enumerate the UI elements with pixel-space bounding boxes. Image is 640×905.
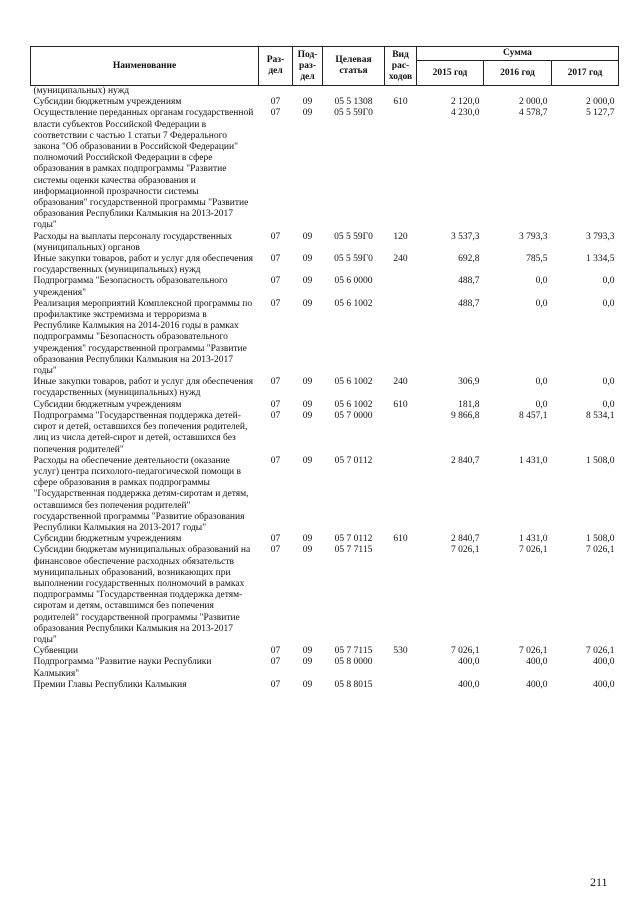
row-sum-2017: 8 534,1	[586, 410, 615, 421]
row-sum-2016: 0,0	[535, 399, 548, 410]
row-name: Иные закупки товаров, работ и услуг для обеспечения государственных (муниципальных) нужд	[33, 254, 254, 276]
row-podrazdel: 09	[302, 534, 313, 545]
page-number: 211	[590, 875, 608, 889]
row-sum-2017: 1 508,0	[586, 455, 615, 466]
row-vid	[385, 456, 417, 534]
header-name: Наименование	[31, 47, 259, 86]
row-razdel: 07	[270, 108, 281, 119]
row-sum-2015: 7 026,1	[451, 545, 480, 556]
row-sum-2015: 400,0	[458, 679, 480, 690]
row-name: Субсидии бюджетным учреждениям	[33, 534, 182, 545]
row-vid: 240	[393, 377, 408, 388]
row-sum-2016: 3 793,3	[519, 231, 548, 242]
row-name: Субсидии бюджетным учреждениям	[33, 97, 182, 108]
row-razdel: 07	[270, 231, 281, 242]
row-razdel: 07	[270, 377, 281, 388]
row-vid	[385, 86, 417, 98]
row-vid: 610	[393, 97, 408, 108]
row-sum-2015: 9 866,8	[451, 410, 480, 421]
row-sum-2016: 1 431,0	[519, 534, 548, 545]
row-podrazdel: 09	[302, 377, 313, 388]
row-sum-2016: 0,0	[535, 377, 548, 388]
table-row	[31, 299, 619, 377]
row-razdel: 07	[270, 657, 281, 668]
row-vid	[385, 276, 417, 298]
row-target	[323, 86, 385, 98]
row-podrazdel: 09	[302, 231, 313, 242]
row-podrazdel: 09	[302, 254, 313, 265]
row-sum-2016: 785,5	[526, 254, 548, 265]
row-sum-2017: 3 793,3	[586, 231, 615, 242]
row-sum-2016: 7 026,1	[519, 545, 548, 556]
table-row	[31, 657, 619, 679]
table-row	[31, 411, 619, 456]
row-sum-2016: 4 578,7	[519, 108, 548, 119]
table-row	[31, 232, 619, 254]
row-target: 05 6 1002	[334, 298, 373, 309]
row-sum-2016: 7 026,1	[519, 646, 548, 657]
row-name: Подпрограмма "Государственная поддержка детей-сирот и детей, оставшихся без попечения родителей, лиц из числа детей-сирот и детей, оставшихся без попечения родителей"	[33, 410, 248, 455]
row-podrazdel: 09	[302, 97, 313, 108]
row-sum-2015: 488,7	[458, 276, 480, 287]
table-row	[31, 97, 619, 108]
row-sum-2017: 1 334,5	[586, 254, 615, 265]
row-target: 05 5 59Г0	[334, 108, 373, 119]
row-target: 05 7 0112	[334, 534, 373, 545]
row-target: 05 5 59Г0	[334, 231, 373, 242]
row-razdel: 07	[270, 276, 281, 287]
row-target: 05 5 1308	[334, 97, 373, 108]
table-row	[31, 276, 619, 298]
row-sum-2016: 0,0	[535, 276, 548, 287]
row-podrazdel: 09	[302, 276, 313, 287]
row-podrazdel: 09	[302, 455, 313, 466]
row-name: Иные закупки товаров, работ и услуг для обеспечения государственных (муниципальных) нужд	[33, 377, 254, 399]
header-year-2016: 2016 год	[484, 61, 552, 86]
row-sum-2016: 1 431,0	[519, 455, 548, 466]
row-podrazdel: 09	[302, 545, 313, 556]
row-name: Субсидии бюджетным учреждениям	[33, 399, 182, 410]
budget-table-page	[30, 46, 618, 691]
row-sum-2015: 181,8	[458, 399, 480, 410]
row-target: 05 8 8015	[334, 679, 373, 690]
row-sum-2017: 0,0	[602, 399, 615, 410]
row-razdel	[259, 86, 293, 98]
row-sum-2015: 488,7	[458, 298, 480, 309]
row-sum-2017: 7 026,1	[586, 545, 615, 556]
header-year-2017: 2017 год	[552, 61, 619, 86]
row-sum-2017: 0,0	[602, 377, 615, 388]
table-row	[31, 680, 619, 691]
table-row	[31, 646, 619, 657]
row-podrazdel: 09	[302, 410, 313, 421]
row-sum-2015: 306,9	[458, 377, 480, 388]
row-sum-2015: 7 026,1	[451, 646, 480, 657]
row-sum-2017: 400,0	[593, 679, 615, 690]
row-sum-2017: 2 000,0	[586, 97, 615, 108]
row-razdel: 07	[270, 399, 281, 410]
row-vid	[385, 108, 417, 231]
row-vid	[385, 299, 417, 377]
row-sum-2016: 2 000,0	[519, 97, 548, 108]
row-sum-2017: 0,0	[602, 298, 615, 309]
row-name: Подпрограмма "Безопасность образовательного учреждения"	[33, 276, 228, 298]
header-sum: Сумма	[417, 47, 619, 61]
row-vid	[385, 411, 417, 456]
row-vid	[385, 545, 417, 646]
row-target: 05 7 0000	[334, 410, 373, 421]
row-target: 05 7 7115	[334, 545, 373, 556]
row-target: 05 5 59Г0	[334, 254, 373, 265]
row-vid: 120	[393, 231, 408, 242]
row-sum-2017: 400,0	[593, 657, 615, 668]
row-target: 05 7 0112	[334, 455, 373, 466]
row-razdel: 07	[270, 534, 281, 545]
row-sum-2016: 400,0	[526, 679, 548, 690]
row-sum-2015: 2 840,7	[451, 534, 480, 545]
row-razdel: 07	[270, 254, 281, 265]
row-sum-2017: 7 026,1	[586, 646, 615, 657]
row-sum-2017	[552, 86, 619, 98]
row-name: Расходы на обеспечение деятельности (оказание услуг) центра психолого-педагогической помощи в сфере образования в рамках подпрограммы "Государственная поддержка детям-сиротам и детям, оставшимся без попечения родителей" государственной программы "Развитие образования Республики Калмыкия на 2013-2017 годы"	[33, 455, 249, 533]
table-row	[31, 456, 619, 534]
table-body	[31, 86, 619, 691]
row-podrazdel: 09	[302, 298, 313, 309]
row-target: 05 6 1002	[334, 399, 373, 410]
header-podrazdel: Под- раз- дел	[293, 47, 323, 86]
row-target: 05 8 0000	[334, 657, 373, 668]
row-target: 05 7 7115	[334, 646, 373, 657]
row-sum-2017: 0,0	[602, 276, 615, 287]
row-razdel: 07	[270, 545, 281, 556]
row-vid: 610	[393, 399, 408, 410]
row-razdel: 07	[270, 410, 281, 421]
row-name: Подпрограмма "Развитие науки Республики Калмыкия"	[33, 657, 212, 679]
row-vid	[385, 680, 417, 691]
row-razdel: 07	[270, 455, 281, 466]
table-row	[31, 254, 619, 276]
row-sum-2015	[417, 86, 484, 98]
table-row	[31, 108, 619, 231]
row-sum-2016: 8 457,1	[519, 410, 548, 421]
row-target: 05 6 1002	[334, 377, 373, 388]
row-name: Субсидии бюджетам муниципальных образований на финансовое обеспечение расходных обязательств муниципальных образований, возникающих при выполнении государственных полномочий в рамках подпрограммы "Государственная поддержка детям-сиротам и детям, оставшимся без попечения родителей" государственной программы "Развитие образования Республики Калмыкия на 2013-2017 годы"	[33, 545, 251, 645]
row-podrazdel: 09	[302, 679, 313, 690]
header-razdel: Раз- дел	[259, 47, 293, 86]
table-header	[31, 47, 619, 86]
header-vid: Вид рас- ходов	[385, 47, 417, 86]
row-podrazdel	[293, 86, 323, 98]
row-sum-2016: 400,0	[526, 657, 548, 668]
row-razdel: 07	[270, 679, 281, 690]
row-podrazdel: 09	[302, 108, 313, 119]
row-sum-2015: 2 120,0	[451, 97, 480, 108]
row-podrazdel: 09	[302, 646, 313, 657]
table-row	[31, 86, 619, 98]
row-sum-2015: 2 840,7	[451, 455, 480, 466]
row-name: Расходы на выплаты персоналу государственных (муниципальных) органов	[33, 231, 233, 253]
row-sum-2015: 4 230,0	[451, 108, 480, 119]
table-row	[31, 534, 619, 545]
row-razdel: 07	[270, 298, 281, 309]
row-vid	[385, 657, 417, 679]
row-sum-2017: 1 508,0	[586, 534, 615, 545]
header-target: Целевая статья	[323, 47, 385, 86]
row-name: Реализация мероприятий Комплексной программы по профилактике экстремизма и терроризма в Республике Калмыкия на 2014-2016 годы в рамках подпрограммы "Безопасность образовательного учреждения" государственной программы "Развитие образования Республики Калмыкия на 2013-2017 годы"	[33, 298, 253, 377]
row-name: Субвенции	[33, 646, 79, 657]
row-name: Осуществление переданных органам государственной власти субъектов Российской Федерации в соответствии с частью 1 статьи 7 Федерального закона "Об образовании в Российской Федерации" полномочий Российской Федерации в сфере образования в рамках подпрограммы "Развитие системы оценки качества образования и информационной прозрачности системы образования" государственной программы "Развитие образования Республики Калмыкия на 2013-2017 годы"	[33, 108, 254, 231]
table-row	[31, 400, 619, 411]
row-sum-2015: 692,8	[458, 254, 480, 265]
row-sum-2015: 3 537,3	[451, 231, 480, 242]
row-sum-2017: 5 127,7	[586, 108, 615, 119]
row-vid: 530	[393, 646, 408, 657]
row-podrazdel: 09	[302, 657, 313, 668]
row-sum-2016	[484, 86, 552, 98]
row-podrazdel: 09	[302, 399, 313, 410]
row-sum-2016: 0,0	[535, 298, 548, 309]
row-sum-2015: 400,0	[458, 657, 480, 668]
row-name: Премии Главы Республики Калмыкия	[33, 679, 187, 690]
row-target: 05 6 0000	[334, 276, 373, 287]
row-razdel: 07	[270, 97, 281, 108]
table-row	[31, 545, 619, 646]
row-vid: 610	[393, 534, 408, 545]
table-row	[31, 377, 619, 399]
row-razdel: 07	[270, 646, 281, 657]
row-vid: 240	[393, 254, 408, 265]
budget-table	[30, 46, 619, 691]
row-name: (муниципальных) нужд	[33, 86, 130, 96]
header-year-2015: 2015 год	[417, 61, 484, 86]
